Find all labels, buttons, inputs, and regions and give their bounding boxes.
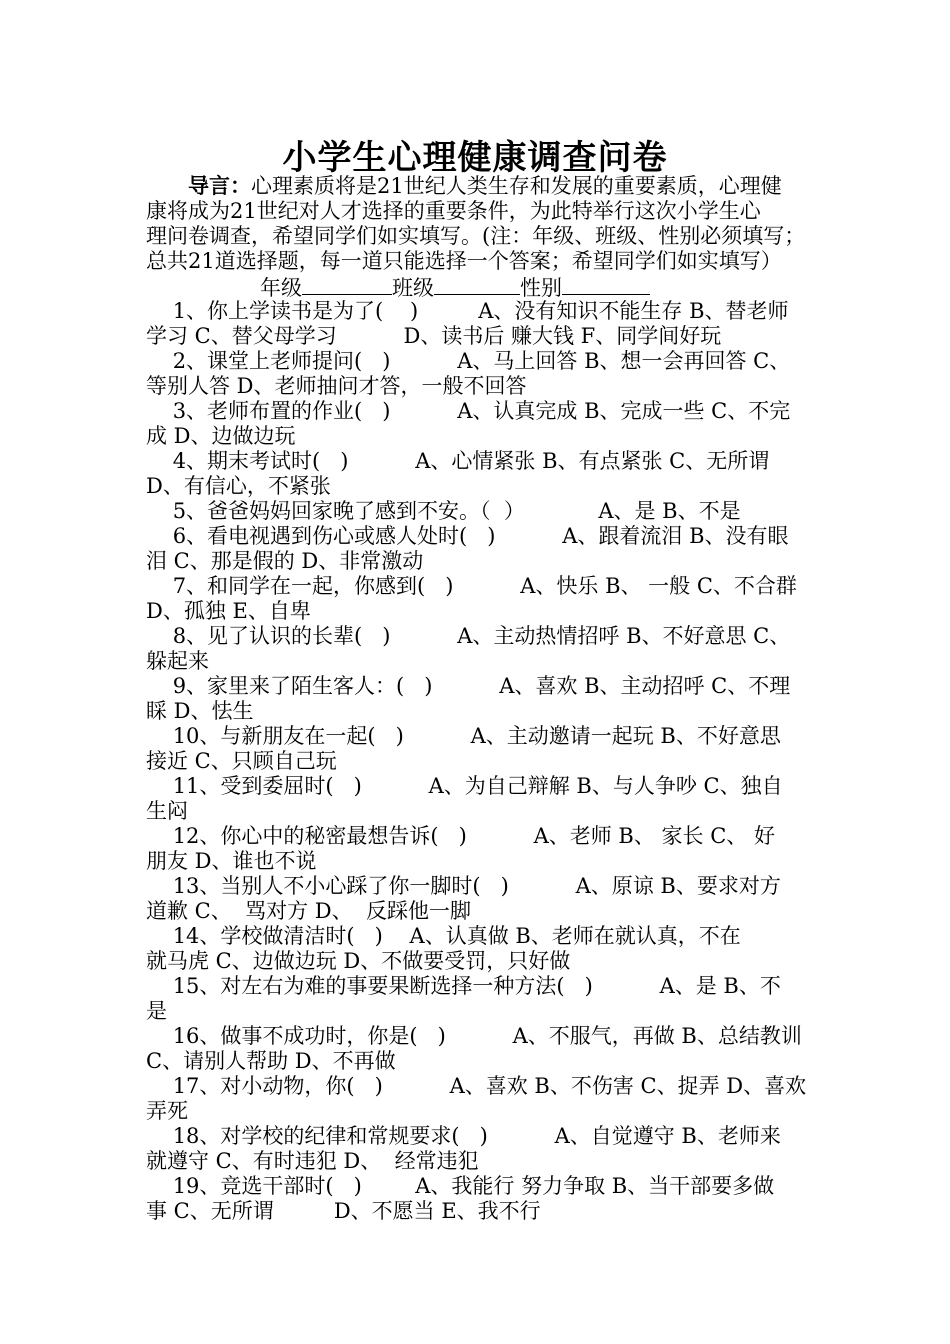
question-line: 7、和同学在一起，你感到( ) A、快乐 B、 一般 C、不合群	[146, 574, 797, 598]
question-line: 17、对小动物，你( ) A、喜欢 B、不伤害 C、捉弄 D、喜欢	[146, 1074, 807, 1098]
question-line: 弄死	[146, 1099, 188, 1123]
question-line: 15、对左右为难的事要果断选择一种方法( ) A、是 B、不	[146, 974, 781, 998]
question-line: 等别人答 D、老师抽问才答，一般不回答	[146, 374, 527, 398]
question-line: 11、受到委屈时( ) A、为自己辩解 B、与人争吵 C、独自	[146, 774, 783, 798]
question-line: 朋友 D、谁也不说	[146, 849, 317, 873]
grade-label: 年级	[260, 276, 302, 300]
question-line: 3、老师布置的作业( ) A、认真完成 B、完成一些 C、不完	[146, 399, 791, 423]
question-line: 10、与新朋友在一起( ) A、主动邀请一起玩 B、不好意思	[146, 724, 781, 748]
intro-line-2: 康将成为21世纪对人才选择的重要条件，为此特举行这次小学生心	[146, 199, 761, 223]
gender-label: 性别	[520, 276, 562, 300]
document-title: 小学生心理健康调查问卷	[282, 138, 668, 178]
question-line: 泪 C、那是假的 D、非常激动	[146, 549, 424, 573]
question-line: 接近 C、只顾自己玩	[146, 749, 337, 773]
class-blank[interactable]	[434, 274, 520, 295]
question-line: 16、做事不成功时，你是( ) A、不服气，再做 B、总结教训	[146, 1024, 802, 1048]
question-line: 8、见了认识的长辈( ) A、主动热情招呼 B、不好意思 C、	[146, 624, 791, 648]
question-line: 学习 C、替父母学习 D、读书后 赚大钱 F、同学间好玩	[146, 324, 722, 348]
info-fields-row	[146, 274, 816, 299]
intro-line-4: 总共21道选择题，每一道只能选择一个答案；希望同学们如实填写）	[146, 249, 782, 273]
question-line: 躲起来	[146, 649, 209, 673]
question-line: 就遵守 C、有时违犯 D、 经常违犯	[146, 1149, 479, 1173]
grade-blank[interactable]	[302, 274, 392, 295]
question-line: 事 C、无所谓 D、不愿当 E、我不行	[146, 1199, 541, 1223]
question-line: D、孤独 E、自卑	[146, 599, 311, 623]
question-line: 9、家里来了陌生客人：( ) A、喜欢 B、主动招呼 C、不理	[146, 674, 791, 698]
question-line: 生闷	[146, 799, 188, 823]
question-line: 5、爸爸妈妈回家晚了感到不安。（ ） A、是 B、不是	[146, 499, 741, 523]
question-line: 4、期末考试时( ) A、心情紧张 B、有点紧张 C、无所谓	[146, 449, 770, 473]
question-line: 6、看电视遇到伤心或感人处时( ) A、跟着流泪 B、没有眼	[146, 524, 789, 548]
gender-blank[interactable]	[562, 274, 650, 295]
question-line: 成 D、边做边玩	[146, 424, 296, 448]
intro-line-1	[146, 174, 816, 199]
question-line: 13、当别人不小心踩了你一脚时( ) A、原谅 B、要求对方	[146, 874, 781, 898]
question-line: 2、课堂上老师提问( ) A、马上回答 B、想一会再回答 C、	[146, 349, 791, 373]
question-line: 14、学校做清洁时( ) A、认真做 B、老师在就认真，不在	[146, 924, 741, 948]
question-line: C、请别人帮助 D、不再做	[146, 1049, 396, 1073]
question-line: 12、你心中的秘密最想告诉( ) A、老师 B、 家长 C、 好	[146, 824, 775, 848]
intro-line-3: 理问卷调查，希望同学们如实填写。(注：年级、班级、性别必须填写；	[146, 224, 806, 248]
question-line: 睬 D、怯生	[146, 699, 254, 723]
question-line: 道歉 C、 骂对方 D、 反踩他一脚	[146, 899, 471, 923]
question-line: 19、竞选干部时( ) A、我能行 努力争取 B、当干部要多做	[146, 1174, 775, 1198]
intro-lead: 导言：	[188, 174, 251, 198]
class-label: 班级	[392, 276, 434, 300]
question-line: D、有信心，不紧张	[146, 474, 331, 498]
question-line: 是	[146, 999, 167, 1023]
question-line: 就马虎 C、边做边玩 D、不做要受罚，只好做	[146, 949, 571, 973]
question-line: 1、你上学读书是为了( ) A、没有知识不能生存 B、替老师	[146, 299, 789, 323]
intro-text-1: 心理素质将是21世纪人类生存和发展的重要素质，心理健	[251, 174, 782, 198]
question-line: 18、对学校的纪律和常规要求( ) A、自觉遵守 B、老师来	[146, 1124, 781, 1148]
